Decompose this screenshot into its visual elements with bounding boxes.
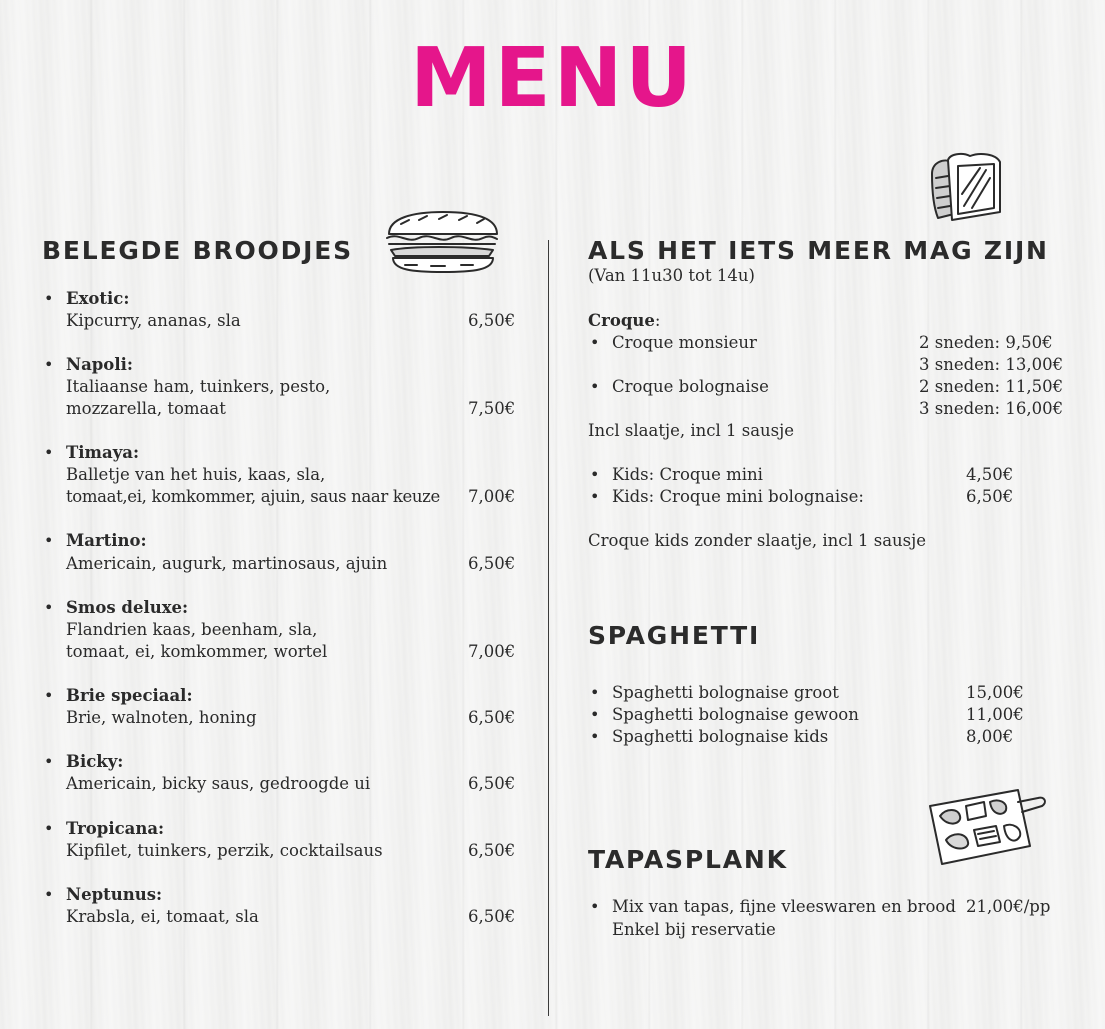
item-name: Martino: bbox=[66, 531, 147, 550]
bullet: • bbox=[590, 487, 600, 506]
bullet: • bbox=[44, 752, 54, 771]
bullet: • bbox=[590, 465, 600, 484]
tapasplank-heading: TAPASPLANK bbox=[588, 845, 788, 874]
item-description: Kipcurry, ananas, sla bbox=[66, 311, 241, 330]
item-name: Timaya: bbox=[66, 443, 140, 462]
bullet: • bbox=[44, 686, 54, 705]
item-price: 6,50€ bbox=[468, 841, 516, 860]
item-price: 6,50€ bbox=[468, 907, 516, 926]
bullet: • bbox=[44, 885, 54, 904]
bullet: • bbox=[44, 531, 54, 550]
croque-note: Incl slaatje, incl 1 sausje bbox=[588, 421, 795, 440]
item-description: Kipfilet, tuinkers, perzik, cocktailsaus bbox=[66, 841, 383, 860]
item-note: Enkel bij reservatie bbox=[612, 920, 776, 939]
item-price: 21,00€/pp bbox=[966, 897, 1051, 916]
bullet: • bbox=[590, 333, 600, 352]
bullet: • bbox=[590, 377, 600, 396]
item-description: tomaat,ei, komkommer, ajuin, saus naar keuze bbox=[66, 487, 440, 506]
item-price: 8,00€ bbox=[966, 727, 1014, 746]
item-price: 2 sneden: 9,50€ bbox=[919, 333, 1053, 352]
item-name: Spaghetti bolognaise gewoon bbox=[612, 705, 859, 724]
baguette-sandwich-icon bbox=[383, 208, 501, 276]
bullet: • bbox=[590, 683, 600, 702]
item-price: 7,00€ bbox=[468, 487, 516, 506]
item-price: 2 sneden: 11,50€ bbox=[919, 377, 1064, 396]
bullet: • bbox=[44, 819, 54, 838]
bullet: • bbox=[44, 443, 54, 462]
item-description: Brie, walnoten, honing bbox=[66, 708, 257, 727]
item-price: 7,00€ bbox=[468, 642, 516, 661]
item-name: Smos deluxe: bbox=[66, 598, 189, 617]
item-name: Exotic: bbox=[66, 289, 130, 308]
hours-text: (Van 11u30 tot 14u) bbox=[588, 266, 755, 285]
item-price: 3 sneden: 16,00€ bbox=[919, 399, 1064, 418]
bullet: • bbox=[590, 897, 600, 916]
item-price: 6,50€ bbox=[468, 774, 516, 793]
item-description: Italiaanse ham, tuinkers, pesto, bbox=[66, 377, 331, 396]
item-description: mozzarella, tomaat bbox=[66, 399, 226, 418]
item-price: 15,00€ bbox=[966, 683, 1024, 702]
column-divider bbox=[548, 240, 549, 1016]
belegde-broodjes-heading: BELEGDE BROODJES bbox=[42, 236, 353, 265]
item-name: Brie speciaal: bbox=[66, 686, 193, 705]
item-price: 4,50€ bbox=[966, 465, 1014, 484]
item-description: Flandrien kaas, beenham, sla, bbox=[66, 620, 318, 639]
item-description: Krabsla, ei, tomaat, sla bbox=[66, 907, 259, 926]
item-description: Americain, augurk, martinosaus, ajuin bbox=[66, 554, 388, 573]
item-price: 3 sneden: 13,00€ bbox=[919, 355, 1064, 374]
item-name: Napoli: bbox=[66, 355, 133, 374]
croque-label-text: Croque bbox=[588, 311, 655, 330]
item-name: Spaghetti bolognaise groot bbox=[612, 683, 839, 702]
toasted-sandwich-icon bbox=[928, 152, 1004, 224]
item-description: Americain, bicky saus, gedroogde ui bbox=[66, 774, 371, 793]
item-name: Neptunus: bbox=[66, 885, 163, 904]
kids-note: Croque kids zonder slaatje, incl 1 sausje bbox=[588, 531, 927, 550]
croque-label bbox=[588, 310, 660, 332]
spaghetti-heading: SPAGHETTI bbox=[588, 621, 761, 650]
item-name: Croque bolognaise bbox=[612, 377, 769, 396]
item-price: 6,50€ bbox=[966, 487, 1014, 506]
item-description: tomaat, ei, komkommer, wortel bbox=[66, 642, 328, 661]
item-name: Kids: Croque mini bolognaise: bbox=[612, 487, 864, 506]
item-name: Croque monsieur bbox=[612, 333, 757, 352]
tapas-board-icon bbox=[926, 786, 1050, 870]
item-price: 11,00€ bbox=[966, 705, 1024, 724]
bullet: • bbox=[590, 727, 600, 746]
item-name: Kids: Croque mini bbox=[612, 465, 763, 484]
bullet: • bbox=[44, 598, 54, 617]
item-name: Mix van tapas, fijne vleeswaren en brood bbox=[612, 897, 956, 916]
item-name: Spaghetti bolognaise kids bbox=[612, 727, 829, 746]
bullet: • bbox=[44, 289, 54, 308]
bullet: • bbox=[44, 355, 54, 374]
item-price: 6,50€ bbox=[468, 708, 516, 727]
item-price: 6,50€ bbox=[468, 311, 516, 330]
menu-title: MENU bbox=[410, 31, 695, 126]
item-price: 7,50€ bbox=[468, 399, 516, 418]
item-price: 6,50€ bbox=[468, 554, 516, 573]
extra-heading: ALS HET IETS MEER MAG ZIJN bbox=[588, 236, 1049, 265]
croque-label-colon: : bbox=[654, 311, 661, 330]
item-name: Tropicana: bbox=[66, 819, 165, 838]
item-description: Balletje van het huis, kaas, sla, bbox=[66, 465, 326, 484]
bullet: • bbox=[590, 705, 600, 724]
item-name: Bicky: bbox=[66, 752, 124, 771]
